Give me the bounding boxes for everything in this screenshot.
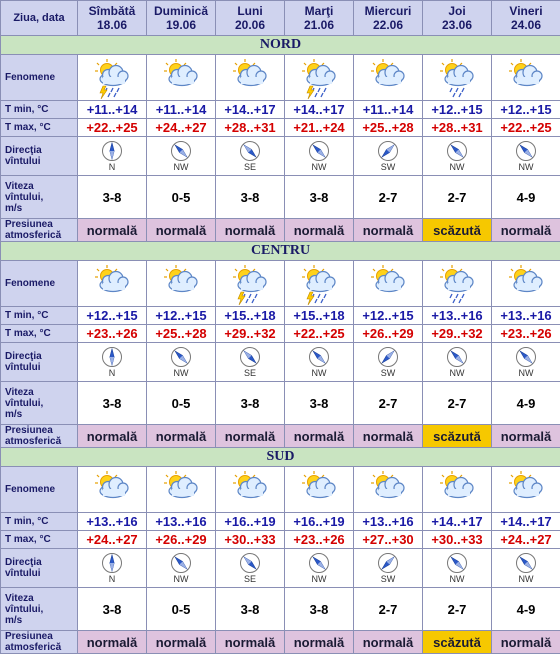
sun-cloud-icon bbox=[354, 469, 422, 511]
wind-speed-value: 3-8 bbox=[78, 588, 147, 631]
tmin-value: +11..+14 bbox=[354, 101, 423, 119]
row-label: Direcţia vîntului bbox=[1, 343, 78, 382]
sun-cloud-rain-storm-icon bbox=[285, 263, 353, 305]
row-label: Fenomene bbox=[1, 55, 78, 101]
wind-speed-value: 3-8 bbox=[78, 176, 147, 219]
wind-direction-cell bbox=[492, 549, 560, 588]
tmax-value: +24..+27 bbox=[78, 531, 147, 549]
sun-cloud-rain-storm-icon bbox=[285, 57, 353, 99]
sun-cloud-rain-icon bbox=[423, 263, 491, 305]
pressure-row bbox=[1, 219, 560, 242]
sun-cloud-icon bbox=[147, 57, 215, 99]
tmin-value: +13..+16 bbox=[492, 307, 560, 325]
phenomena-row bbox=[1, 467, 560, 513]
wind-direction-label: NW bbox=[285, 368, 353, 378]
day-header: Duminică 19.06 bbox=[147, 1, 216, 36]
compass-arrow-icon bbox=[147, 552, 215, 574]
compass-arrow-icon bbox=[423, 346, 491, 368]
wind-speed-value: 4-9 bbox=[492, 176, 560, 219]
wind-direction-label: NW bbox=[147, 162, 215, 172]
phenomena-row bbox=[1, 261, 560, 307]
pressure-badge: normală bbox=[78, 219, 147, 242]
wind-direction-label: NW bbox=[492, 162, 560, 172]
row-label: T max, °C bbox=[1, 531, 78, 549]
phenomena-cell bbox=[354, 467, 423, 513]
wind-speed-row bbox=[1, 176, 560, 219]
header-row bbox=[1, 1, 560, 36]
tmax-value: +26..+29 bbox=[147, 531, 216, 549]
tmax-value: +29..+32 bbox=[423, 325, 492, 343]
phenomena-cell bbox=[423, 261, 492, 307]
wind-direction-cell bbox=[354, 137, 423, 176]
phenomena-cell bbox=[147, 261, 216, 307]
tmax-value: +21..+24 bbox=[285, 119, 354, 137]
phenomena-cell bbox=[216, 55, 285, 101]
tmax-value: +30..+33 bbox=[423, 531, 492, 549]
phenomena-cell bbox=[147, 55, 216, 101]
compass-arrow-icon bbox=[147, 346, 215, 368]
wind-direction-label: NW bbox=[492, 574, 560, 584]
wind-direction-cell bbox=[78, 549, 147, 588]
sun-cloud-icon bbox=[216, 57, 284, 99]
wind-direction-label: SW bbox=[354, 162, 422, 172]
wind-speed-value: 2-7 bbox=[423, 382, 492, 425]
pressure-badge: normală bbox=[285, 425, 354, 448]
tmax-value: +22..+25 bbox=[492, 119, 560, 137]
pressure-badge: scăzută bbox=[423, 631, 492, 654]
row-label: Presiunea atmosferică bbox=[1, 631, 78, 654]
pressure-badge: normală bbox=[78, 631, 147, 654]
wind-speed-row bbox=[1, 382, 560, 425]
tmin-row bbox=[1, 513, 560, 531]
phenomena-cell bbox=[423, 55, 492, 101]
row-label: Viteza vîntului, m/s bbox=[1, 176, 78, 219]
pressure-badge: normală bbox=[216, 631, 285, 654]
phenomena-cell bbox=[216, 467, 285, 513]
tmin-value: +12..+15 bbox=[492, 101, 560, 119]
row-label: Direcţia vîntului bbox=[1, 137, 78, 176]
wind-direction-cell bbox=[423, 343, 492, 382]
day-header: Miercuri 22.06 bbox=[354, 1, 423, 36]
tmin-row bbox=[1, 101, 560, 119]
tmin-value: +14..+17 bbox=[285, 101, 354, 119]
compass-arrow-icon bbox=[285, 346, 353, 368]
tmin-value: +15..+18 bbox=[285, 307, 354, 325]
wind-direction-cell bbox=[423, 137, 492, 176]
phenomena-cell bbox=[216, 261, 285, 307]
wind-speed-value: 3-8 bbox=[216, 382, 285, 425]
sun-cloud-icon bbox=[492, 469, 560, 511]
tmax-row bbox=[1, 119, 560, 137]
row-label: Presiunea atmosferică bbox=[1, 219, 78, 242]
sun-cloud-icon bbox=[354, 57, 422, 99]
sun-cloud-icon bbox=[147, 263, 215, 305]
phenomena-cell bbox=[423, 467, 492, 513]
region-title: NORD bbox=[1, 36, 560, 55]
tmax-value: +23..+26 bbox=[492, 325, 560, 343]
phenomena-cell bbox=[78, 55, 147, 101]
wind-direction-label: NW bbox=[147, 368, 215, 378]
tmin-value: +11..+14 bbox=[147, 101, 216, 119]
sun-cloud-icon bbox=[78, 469, 146, 511]
row-label: Direcţia vîntului bbox=[1, 549, 78, 588]
wind-direction-cell bbox=[216, 343, 285, 382]
wind-direction-cell bbox=[354, 549, 423, 588]
sun-cloud-rain-storm-icon bbox=[216, 263, 284, 305]
phenomena-cell bbox=[78, 261, 147, 307]
compass-arrow-icon bbox=[423, 140, 491, 162]
wind-direction-row bbox=[1, 137, 560, 176]
compass-arrow-icon bbox=[78, 346, 146, 368]
wind-direction-cell bbox=[423, 549, 492, 588]
wind-direction-row bbox=[1, 549, 560, 588]
wind-speed-value: 4-9 bbox=[492, 588, 560, 631]
wind-direction-cell bbox=[216, 549, 285, 588]
compass-arrow-icon bbox=[492, 552, 560, 574]
pressure-badge: normală bbox=[78, 425, 147, 448]
wind-direction-cell bbox=[78, 343, 147, 382]
compass-arrow-icon bbox=[285, 140, 353, 162]
wind-direction-cell bbox=[354, 343, 423, 382]
wind-direction-label: NW bbox=[423, 574, 491, 584]
wind-speed-value: 3-8 bbox=[216, 588, 285, 631]
region-header-row bbox=[1, 242, 560, 261]
pressure-badge: scăzută bbox=[423, 425, 492, 448]
wind-speed-value: 3-8 bbox=[216, 176, 285, 219]
compass-arrow-icon bbox=[147, 140, 215, 162]
region-header-row bbox=[1, 36, 560, 55]
tmin-value: +13..+16 bbox=[78, 513, 147, 531]
tmax-row bbox=[1, 325, 560, 343]
phenomena-cell bbox=[354, 55, 423, 101]
tmax-value: +25..+28 bbox=[354, 119, 423, 137]
wind-speed-value: 0-5 bbox=[147, 588, 216, 631]
pressure-badge: normală bbox=[354, 219, 423, 242]
row-label: Fenomene bbox=[1, 467, 78, 513]
tmax-value: +24..+27 bbox=[147, 119, 216, 137]
tmax-value: +28..+31 bbox=[216, 119, 285, 137]
row-label: T min, °C bbox=[1, 307, 78, 325]
tmin-row bbox=[1, 307, 560, 325]
compass-arrow-icon bbox=[354, 346, 422, 368]
pressure-badge: scăzută bbox=[423, 219, 492, 242]
pressure-badge: normală bbox=[492, 425, 560, 448]
wind-direction-label: SE bbox=[216, 574, 284, 584]
wind-speed-value: 4-9 bbox=[492, 382, 560, 425]
wind-direction-cell bbox=[285, 343, 354, 382]
wind-speed-value: 2-7 bbox=[423, 176, 492, 219]
tmin-value: +13..+16 bbox=[423, 307, 492, 325]
region-header-row bbox=[1, 448, 560, 467]
tmin-value: +13..+16 bbox=[354, 513, 423, 531]
pressure-badge: normală bbox=[354, 425, 423, 448]
corner-label: Ziua, data bbox=[1, 1, 78, 36]
phenomena-cell bbox=[492, 467, 560, 513]
phenomena-cell bbox=[285, 467, 354, 513]
phenomena-cell bbox=[285, 261, 354, 307]
sun-cloud-icon bbox=[492, 263, 560, 305]
row-label: Presiunea atmosferică bbox=[1, 425, 78, 448]
wind-speed-value: 0-5 bbox=[147, 176, 216, 219]
pressure-row bbox=[1, 631, 560, 654]
tmax-value: +25..+28 bbox=[147, 325, 216, 343]
wind-speed-value: 3-8 bbox=[285, 588, 354, 631]
row-label: Viteza vîntului, m/s bbox=[1, 588, 78, 631]
pressure-badge: normală bbox=[216, 219, 285, 242]
tmin-value: +13..+16 bbox=[147, 513, 216, 531]
tmax-value: +22..+25 bbox=[78, 119, 147, 137]
tmax-row bbox=[1, 531, 560, 549]
tmax-value: +28..+31 bbox=[423, 119, 492, 137]
wind-speed-value: 3-8 bbox=[285, 176, 354, 219]
pressure-badge: normală bbox=[147, 219, 216, 242]
sun-cloud-icon bbox=[423, 469, 491, 511]
wind-direction-label: NW bbox=[147, 574, 215, 584]
sun-cloud-icon bbox=[216, 469, 284, 511]
wind-speed-value: 2-7 bbox=[423, 588, 492, 631]
wind-direction-cell bbox=[147, 343, 216, 382]
phenomena-cell bbox=[492, 261, 560, 307]
row-label: T min, °C bbox=[1, 513, 78, 531]
compass-arrow-icon bbox=[216, 140, 284, 162]
tmin-value: +14..+17 bbox=[492, 513, 560, 531]
tmin-value: +15..+18 bbox=[216, 307, 285, 325]
phenomena-cell bbox=[78, 467, 147, 513]
wind-direction-label: SE bbox=[216, 368, 284, 378]
row-label: T max, °C bbox=[1, 325, 78, 343]
wind-direction-label: NW bbox=[285, 162, 353, 172]
wind-direction-label: SW bbox=[354, 368, 422, 378]
wind-direction-cell bbox=[285, 137, 354, 176]
phenomena-cell bbox=[354, 261, 423, 307]
phenomena-row bbox=[1, 55, 560, 101]
compass-arrow-icon bbox=[216, 346, 284, 368]
wind-speed-row bbox=[1, 588, 560, 631]
wind-direction-cell bbox=[492, 137, 560, 176]
wind-direction-label: NW bbox=[492, 368, 560, 378]
wind-speed-value: 3-8 bbox=[285, 382, 354, 425]
tmin-value: +12..+15 bbox=[147, 307, 216, 325]
row-label: T max, °C bbox=[1, 119, 78, 137]
compass-arrow-icon bbox=[354, 140, 422, 162]
row-label: Fenomene bbox=[1, 261, 78, 307]
pressure-badge: normală bbox=[354, 631, 423, 654]
tmax-value: +30..+33 bbox=[216, 531, 285, 549]
sun-cloud-rain-storm-icon bbox=[78, 57, 146, 99]
sun-cloud-icon bbox=[147, 469, 215, 511]
tmax-value: +29..+32 bbox=[216, 325, 285, 343]
day-header: Vineri 24.06 bbox=[492, 1, 560, 36]
wind-speed-value: 0-5 bbox=[147, 382, 216, 425]
compass-arrow-icon bbox=[78, 140, 146, 162]
tmin-value: +14..+17 bbox=[216, 101, 285, 119]
pressure-badge: normală bbox=[285, 631, 354, 654]
pressure-badge: normală bbox=[492, 631, 560, 654]
tmin-value: +11..+14 bbox=[78, 101, 147, 119]
tmin-value: +12..+15 bbox=[423, 101, 492, 119]
region-title: CENTRU bbox=[1, 242, 560, 261]
wind-direction-cell bbox=[285, 549, 354, 588]
tmax-value: +23..+26 bbox=[78, 325, 147, 343]
wind-direction-label: NW bbox=[423, 162, 491, 172]
wind-direction-cell bbox=[492, 343, 560, 382]
row-label: Viteza vîntului, m/s bbox=[1, 382, 78, 425]
day-header: Joi 23.06 bbox=[423, 1, 492, 36]
row-label: T min, °C bbox=[1, 101, 78, 119]
wind-direction-label: NW bbox=[285, 574, 353, 584]
wind-direction-label: SW bbox=[354, 574, 422, 584]
compass-arrow-icon bbox=[354, 552, 422, 574]
wind-direction-label: N bbox=[78, 368, 146, 378]
tmax-value: +26..+29 bbox=[354, 325, 423, 343]
tmax-value: +27..+30 bbox=[354, 531, 423, 549]
wind-speed-value: 3-8 bbox=[78, 382, 147, 425]
wind-speed-value: 2-7 bbox=[354, 176, 423, 219]
tmin-value: +14..+17 bbox=[423, 513, 492, 531]
wind-direction-label: NW bbox=[423, 368, 491, 378]
phenomena-cell bbox=[492, 55, 560, 101]
tmax-value: +24..+27 bbox=[492, 531, 560, 549]
sun-cloud-icon bbox=[285, 469, 353, 511]
tmin-value: +12..+15 bbox=[354, 307, 423, 325]
wind-direction-cell bbox=[78, 137, 147, 176]
compass-arrow-icon bbox=[492, 140, 560, 162]
region-title: SUD bbox=[1, 448, 560, 467]
pressure-badge: normală bbox=[285, 219, 354, 242]
wind-direction-cell bbox=[216, 137, 285, 176]
compass-arrow-icon bbox=[492, 346, 560, 368]
wind-direction-cell bbox=[147, 549, 216, 588]
tmax-value: +22..+25 bbox=[285, 325, 354, 343]
day-header: Marţi 21.06 bbox=[285, 1, 354, 36]
compass-arrow-icon bbox=[216, 552, 284, 574]
tmin-value: +16..+19 bbox=[285, 513, 354, 531]
pressure-badge: normală bbox=[147, 631, 216, 654]
pressure-row bbox=[1, 425, 560, 448]
day-header: Luni 20.06 bbox=[216, 1, 285, 36]
tmin-value: +16..+19 bbox=[216, 513, 285, 531]
pressure-badge: normală bbox=[216, 425, 285, 448]
day-header: Sîmbătă 18.06 bbox=[78, 1, 147, 36]
phenomena-cell bbox=[147, 467, 216, 513]
sun-cloud-rain-icon bbox=[423, 57, 491, 99]
tmin-value: +12..+15 bbox=[78, 307, 147, 325]
sun-cloud-icon bbox=[492, 57, 560, 99]
wind-direction-cell bbox=[147, 137, 216, 176]
pressure-badge: normală bbox=[147, 425, 216, 448]
sun-cloud-icon bbox=[78, 263, 146, 305]
compass-arrow-icon bbox=[78, 552, 146, 574]
sun-cloud-icon bbox=[354, 263, 422, 305]
wind-direction-label: N bbox=[78, 574, 146, 584]
wind-direction-label: SE bbox=[216, 162, 284, 172]
phenomena-cell bbox=[285, 55, 354, 101]
compass-arrow-icon bbox=[285, 552, 353, 574]
tmax-value: +23..+26 bbox=[285, 531, 354, 549]
wind-direction-row bbox=[1, 343, 560, 382]
wind-direction-label: N bbox=[78, 162, 146, 172]
wind-speed-value: 2-7 bbox=[354, 382, 423, 425]
wind-speed-value: 2-7 bbox=[354, 588, 423, 631]
compass-arrow-icon bbox=[423, 552, 491, 574]
pressure-badge: normală bbox=[492, 219, 560, 242]
